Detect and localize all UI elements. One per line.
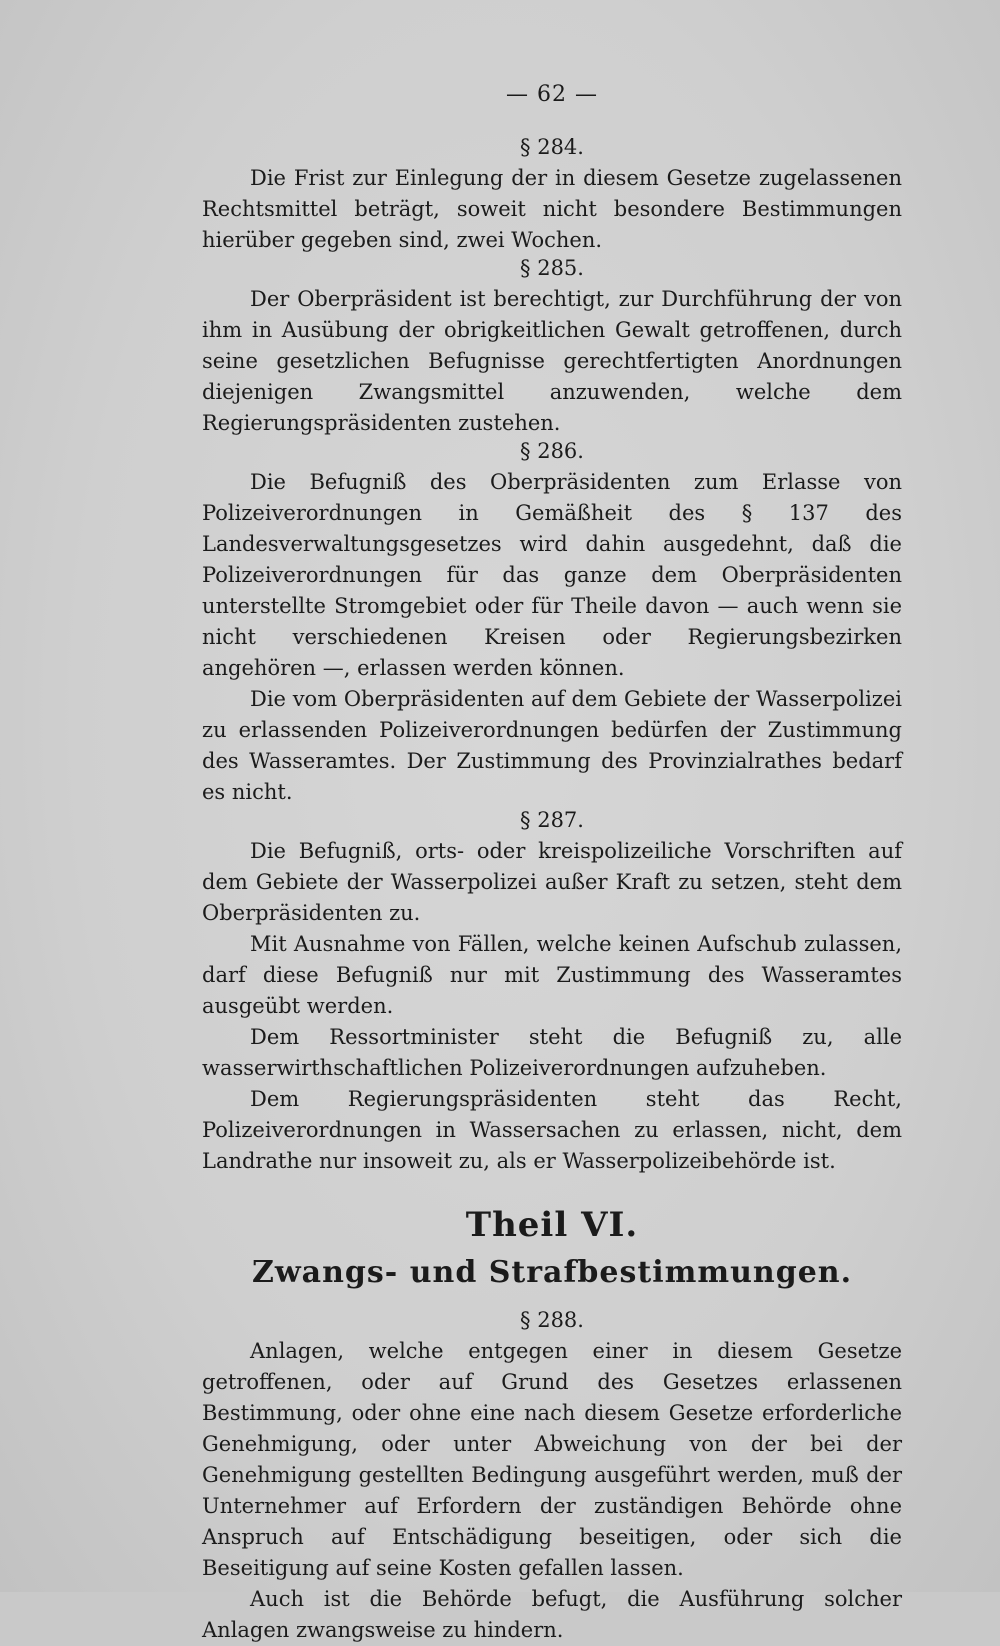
part-title: Theil VI. (465, 1205, 639, 1245)
section-heading: § 288. (520, 1308, 584, 1332)
paragraph: Die Befugniß des Oberpräsidenten zum Erlasse von Polizeiverordnungen in Gemäßheit des § 137 des Landesverwaltungsgesetzes wird dahin ausgedehnt, daß die Polizeiverordnungen für das ganze dem Oberpräsidenten unterstellte Stromgebiet oder für Theile davon — auch wenn sie nicht verschiedenen Kreisen oder Regierungsbezirken angehören —, erlassen werden können. (202, 470, 902, 680)
section-heading: § 284. (520, 135, 584, 159)
section-heading: § 286. (520, 439, 584, 463)
paragraph: Dem Regierungspräsidenten steht das Recht, Polizeiverordnungen in Wassersachen zu erlassen, nicht, dem Landrathe nur insoweit zu, als er Wasserpolizeibehörde ist. (202, 1087, 902, 1173)
paragraph: Der Oberpräsident ist berechtigt, zur Durchführung der von ihm in Ausübung der obrigkeitlichen Gewalt getroffenen, durch seine gesetzlichen Befugnisse gerechtfertigten Anordnungen diejenigen Zwangsmittel anzuwenden, welche dem Regierungspräsidenten zustehen. (202, 287, 902, 435)
part-subtitle: Zwangs- und Strafbestimmungen. (251, 1255, 853, 1290)
section-286 (202, 439, 902, 808)
section-285 (202, 256, 902, 439)
section-heading: § 285. (520, 256, 584, 280)
section-284 (202, 135, 902, 256)
paragraph: Die Befugniß, orts- oder kreispolizeiliche Vorschriften auf dem Gebiete der Wasserpolizei außer Kraft zu setzen, steht dem Oberpräsidenten zu. (202, 839, 902, 925)
section-heading: § 287. (520, 808, 584, 832)
paragraph: Anlagen, welche entgegen einer in diesem Gesetze getroffenen, oder auf Grund des Gesetzes erlassenen Bestimmung, oder ohne eine nach diesem Gesetze erforderliche Genehmigung, oder unter Abweichung von der bei der Genehmigung gestellten Bedingung ausgeführt werden, muß der Unternehmer auf Erfordern der zuständigen Behörde ohne Anspruch auf Entschädigung beseitigen, oder sich die Beseitigung auf seine Kosten gefallen lassen. (202, 1339, 902, 1580)
paragraph: Die vom Oberpräsidenten auf dem Gebiete der Wasserpolizei zu erlassenden Polizeiverordnungen bedürfen der Zustimmung des Wasseramtes. Der Zustimmung des Provinzialrathes bedarf es nicht. (202, 687, 902, 804)
page-number: — 62 — (506, 82, 598, 107)
paragraph: Die Frist zur Einlegung der in diesem Gesetze zugelassenen Rechtsmittel beträgt, soweit nicht besondere Bestimmungen hierüber gegeben sind, zwei Wochen. (202, 166, 902, 252)
section-287 (202, 808, 902, 1177)
section-288 (202, 1308, 902, 1646)
paragraph: Mit Ausnahme von Fällen, welche keinen Aufschub zulassen, darf diese Befugniß nur mit Zustimmung des Wasseramtes ausgeübt werden. (202, 932, 902, 1018)
page-text (202, 82, 902, 1646)
paragraph: Auch ist die Behörde befugt, die Ausführung solcher Anlagen zwangsweise zu hindern. (202, 1587, 902, 1642)
paragraph: Dem Ressortminister steht die Befugniß zu, alle wasserwirthschaftlichen Polizeiverordnungen aufzuheben. (202, 1025, 902, 1080)
